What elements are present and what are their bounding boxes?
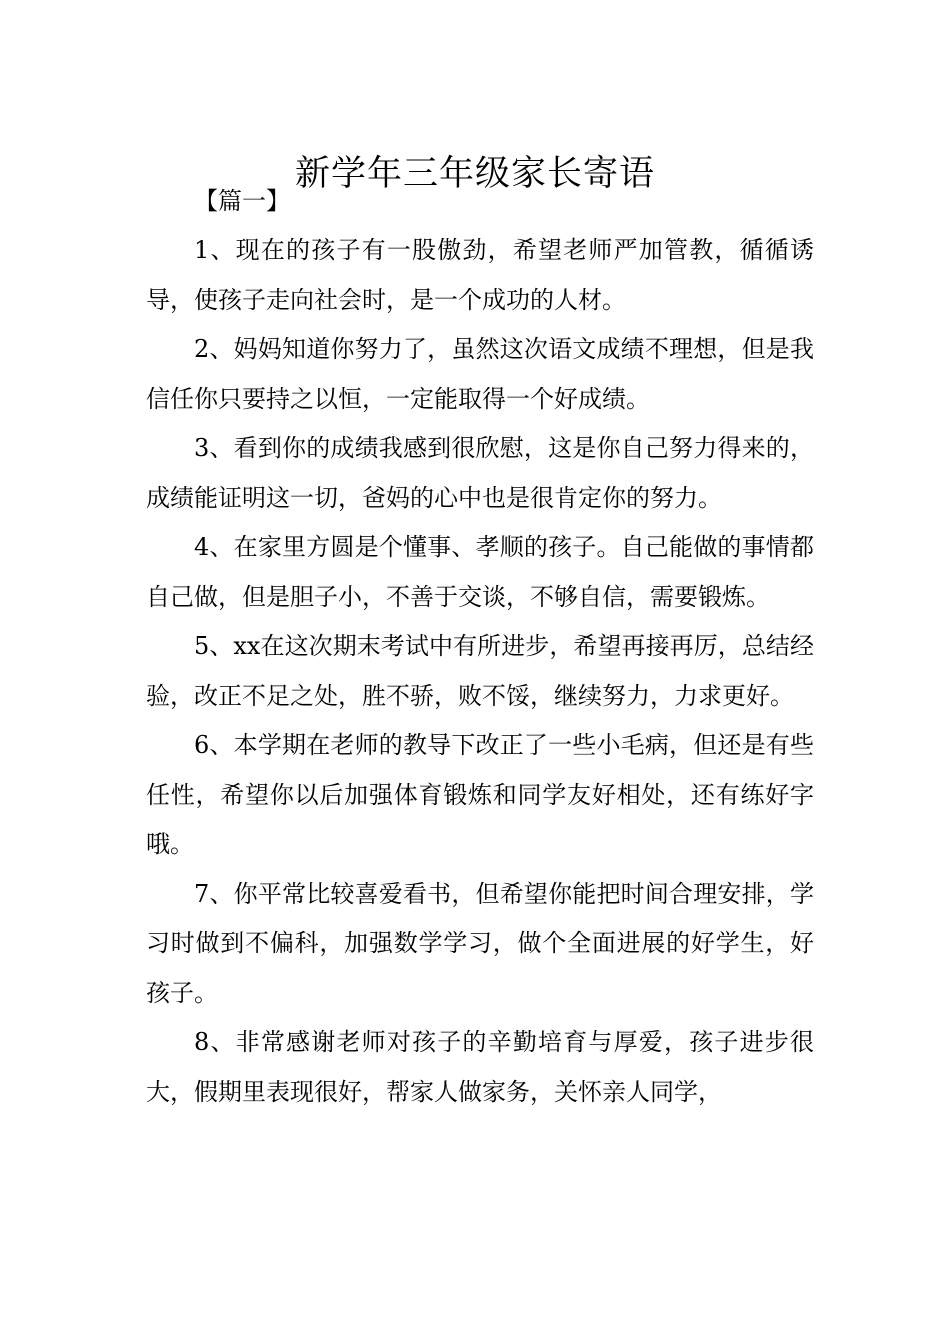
document-body [146,226,814,1117]
paragraph-4: 4、在家里方圆是个懂事、孝顺的孩子。自己能做的事情都自己做，但是胆子小，不善于交谈，不够自信，需要锻炼。 [146,533,814,611]
paragraph-7: 7、你平常比较喜爱看书，但希望你能把时间合理安排，学习时做到不偏科，加强数学学习，做个全面进展的好学生，好孩子。 [146,879,814,1007]
paragraph-6: 6、本学期在老师的教导下改正了一些小毛病，但还是有些任性，希望你以后加强体育锻炼和同学友好相处，还有练好字哦。 [146,731,814,858]
paragraph-8: 8、非常感谢老师对孩子的辛勤培育与厚爱，孩子进步很大，假期里表现很好，帮家人做家务，关怀亲人同学， [146,1028,814,1106]
paragraph-3: 3、看到你的成绩我感到很欣慰，这是你自己努力得来的，成绩能证明这一切，爸妈的心中也是很肯定你的努力。 [146,434,814,512]
section-label: 【篇一】 [194,187,290,215]
paragraph-5: 5、xx在这次期末考试中有所进步，希望再接再厉，总结经验，改正不足之处，胜不骄，败不馁，继续努力，力求更好。 [146,632,814,710]
paragraph-2: 2、妈妈知道你努力了，虽然这次语文成绩不理想，但是我信任你只要持之以恒，一定能取得一个好成绩。 [146,335,814,413]
document-title: 新学年三年级家长寄语 [294,154,655,195]
paragraph-1: 1、现在的孩子有一股傲劲，希望老师严加管教，循循诱导，使孩子走向社会时，是一个成功的人材。 [146,236,814,314]
